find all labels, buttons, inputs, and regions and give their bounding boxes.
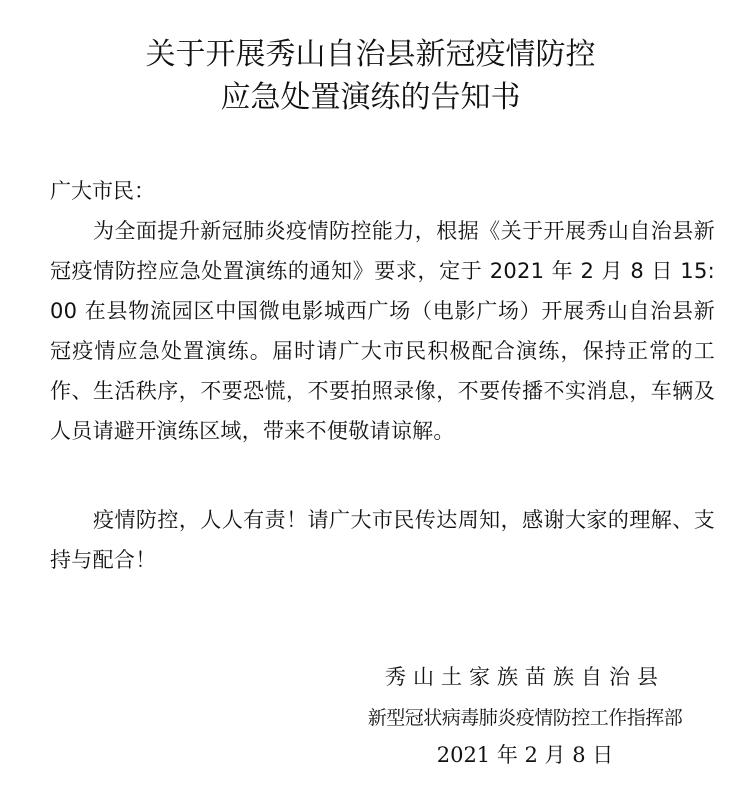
body-paragraph-1: 为全面提升新冠肺炎疫情防控能力，根据《关于开展秀山自治县新冠疫情防控应急处置演练的通知》要求，定于 2021 年 2 月 8 日 15:00 在县物流园区中国微电影城西广场（电影广场）开展秀山自治县新冠疫情应急处置演练。届时请广大市民积极配合演练，保持正常的工作、生活秩序，不要恐慌，不要拍照录像，不要传播不实消息，车辆及人员请避开演练区域，带来不便敬请谅解。 [50, 219, 715, 443]
document-title-line-2: 应急处置演练的告知书 [220, 80, 521, 115]
signature-date: 2021 年 2 月 8 日 [436, 743, 614, 767]
signature-department: 新型冠状病毒肺炎疫情防控工作指挥部 [367, 707, 683, 729]
signature-organization: 秀山土家族苗族自治县 [385, 665, 665, 689]
body-paragraph-2: 疫情防控，人人有责！请广大市民传达周知，感谢大家的理解、支持与配合！ [50, 508, 715, 572]
document-title-line-1: 关于开展秀山自治县新冠疫情防控 [145, 37, 596, 72]
greeting: 广大市民： [50, 179, 155, 203]
